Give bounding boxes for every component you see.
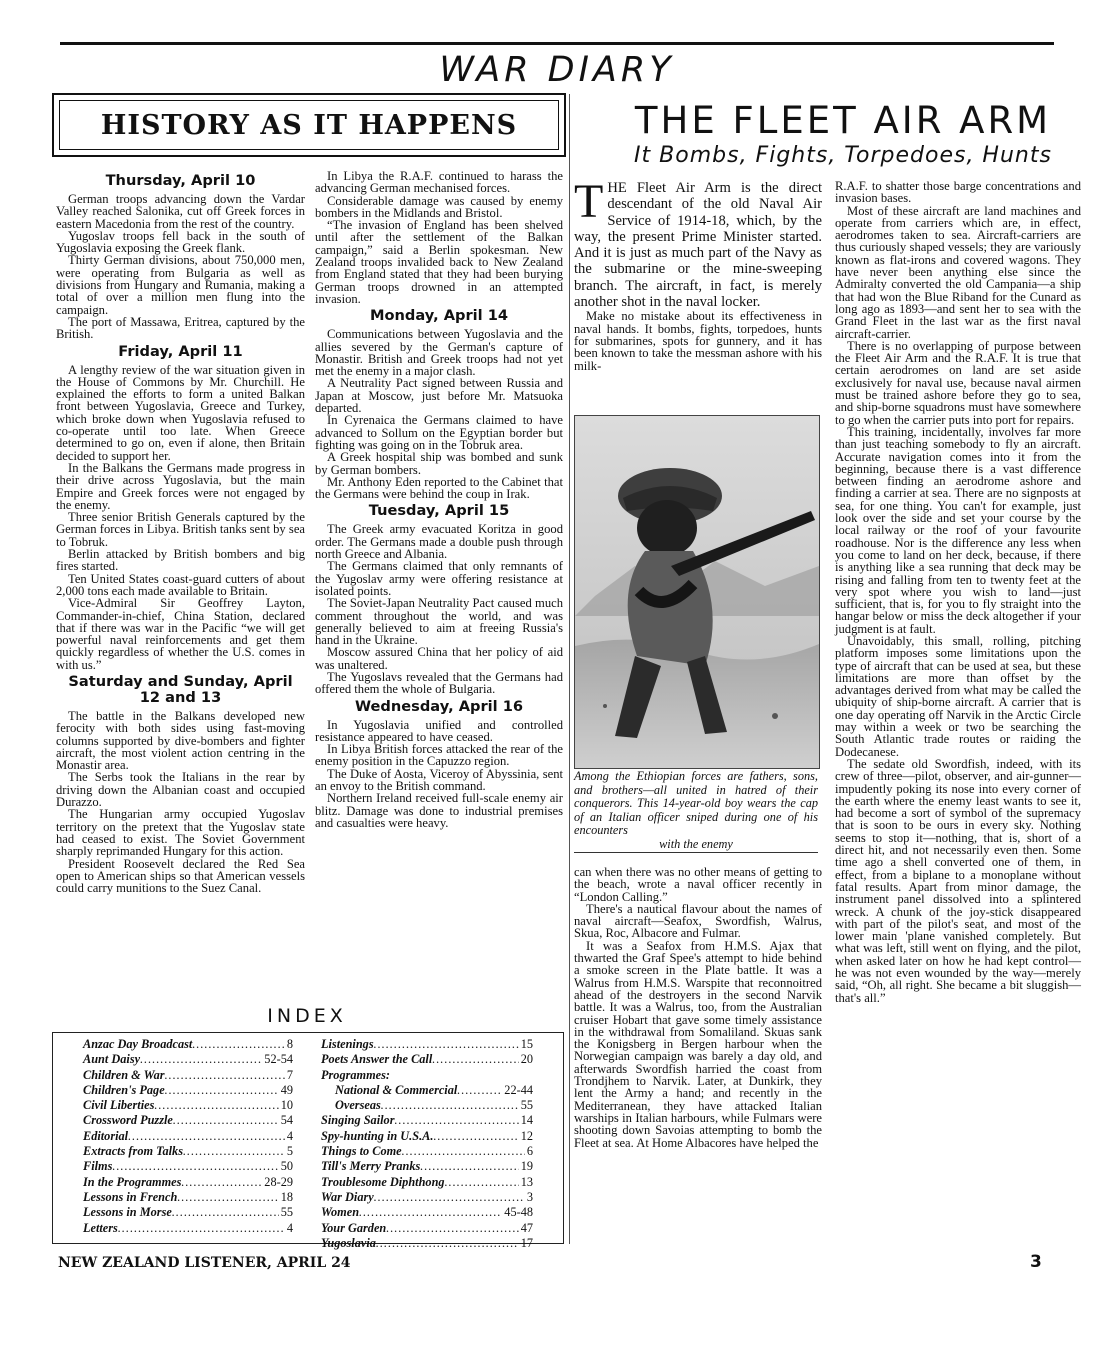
date-heading-monday: Monday, April 14 — [369, 307, 509, 325]
index-entry-name: Editorial — [83, 1128, 129, 1143]
index-entry — [321, 1236, 533, 1251]
caption-text: Among the Ethiopian forces are fathers, sons, and brothers—all united in hatred of their conquerors. This 14-year-old boy wears the cap of an Italian officer sniped during one of his encounters — [574, 769, 818, 838]
index-leader-dots — [183, 1144, 285, 1159]
news-item: Mr. Anthony Eden reported to the Cabinet that the Germans were behind the coup in Irak. — [315, 474, 563, 502]
news-item: Berlin attacked by British bombers and big fires started. — [56, 547, 305, 574]
index-entry — [83, 1052, 293, 1067]
index-entry-page: 7 — [286, 1067, 293, 1082]
news-item: Communications between Yugoslavia and the allies severed by the German's capture of Monastir. British and Greek troops had not yet met the enemy in a major clash. — [315, 327, 563, 379]
index-entry — [321, 1190, 533, 1205]
index-entry-page: 49 — [280, 1082, 293, 1097]
index-entry-name: Letters — [83, 1220, 118, 1235]
index-leader-dots — [165, 1068, 285, 1083]
index-leader-dots — [181, 1175, 262, 1190]
index-entry-page: 17 — [520, 1235, 533, 1250]
index-leader-dots — [128, 1129, 285, 1144]
news-item: In Cyrenaica the Germans claimed to have advanced to Sollum on the Egyptian border but fighting was going on in the Tobruk area. — [315, 413, 563, 452]
index-entry-page: 12 — [520, 1128, 533, 1143]
index-entry-name: Children & War — [83, 1067, 165, 1082]
index-leader-dots — [433, 1129, 518, 1144]
caption-text-end: with the enemy — [659, 836, 733, 851]
index-entry — [83, 1068, 293, 1083]
index-entry-page: 3 — [526, 1189, 533, 1204]
index-entry-name: Things to Come — [321, 1144, 402, 1159]
index-entry-page: 10 — [280, 1098, 293, 1113]
index-entry — [83, 1129, 293, 1144]
news-item: Northern Ireland received full-scale enemy air blitz. Damage was done to industrial premises and casualties were heavy. — [315, 791, 563, 830]
news-item: The Germans claimed that only remnants of the Yugoslav army were offering resistance at isolated points. — [315, 559, 563, 598]
index-entry-name: Anzac Day Broadcast — [83, 1037, 193, 1051]
index-entry — [321, 1083, 533, 1098]
index-entry-name: Singing Sailor — [321, 1113, 395, 1128]
news-item: Moscow assured China that her policy of aid was unaltered. — [315, 645, 563, 672]
index-leader-dots — [420, 1159, 518, 1174]
article-paragraph: The sedate old Swordfish, indeed, with its crew of three—pilot, observer, and air-gunner—impudently poking its nose into every corner of the earth where the enemy least wants to see it, had become a sort of symbol of the supremacy that is soon to be ours in every sky. Nothing seems to stop it—nothing, that is, short of a direct hit, and not necessarily even then. Some time ago a shell converted one of them, in effect, from a biplane to a monoplane without fatal results. Apart from minor damage, the instrument panel dissolved into a splintered wreck. A chunk of the joy-stick disappeared with part of the pilot's seat, and most of the lower main 'plane vanished completely. But what was left, still went on flying, and the pilot, when asked later on how he had kept control—he was not even wounded by the way—merely said, “Oh, all right. She became a bit sluggish—that's all.” — [835, 756, 1081, 1005]
index-entry-page: 4 — [286, 1220, 293, 1235]
index-column-left — [83, 1037, 293, 1236]
column-divider — [569, 94, 570, 1244]
index-entry-name: Films — [83, 1159, 113, 1174]
index-leader-dots — [432, 1052, 518, 1067]
lead-paragraph: THE Fleet Air Arm is the direct descendant of the old Naval Air Service of 1914-18, which, by the way, the present Prime Minister started. And it is just as much part of the Navy as the submarine or the mine-sweeping branch. The aircraft, in fact, is merely another shot in the naval locker. — [574, 175, 822, 311]
index-entry — [321, 1159, 533, 1174]
article-paragraph: This training, incidentally, involves far more than just teaching somebody to fly an aircraft. Accurate navigation comes into it from the beginning, because there is a vast difference between finding an aerodrome ashore and finding a carrier at sea. There are no signposts at sea, for one thing. You can't for example, just look over the side and set your course by the local railway or the roof of your favourite roadhouse. Nor is the difference any less when you come to land on her deck, because, if there is anything like a sea running that deck may be rising and falling from ten to twenty feet at the very spot where you wish to land—just sufficient, that is, for you to fly straight into the hangar below or miss the deck altogether if your judgment is at fault. — [835, 424, 1081, 636]
date-heading-thursday: Thursday, April 10 — [105, 172, 256, 189]
index-leader-dots — [177, 1190, 278, 1205]
index-entry-page: 8 — [286, 1037, 293, 1051]
index-box — [52, 1032, 564, 1250]
news-item: Ten United States coast-guard cutters of about 2,000 tons each made available to Britain. — [56, 571, 305, 598]
index-entry-page: 54 — [280, 1113, 293, 1128]
index-entry-name: Civil Liberties — [83, 1098, 155, 1113]
news-item: The Serbs took the Italians in the rear by driving down the Albanian coast and occupied Durazzo. — [56, 770, 305, 810]
index-entry-name: Programmes: — [321, 1067, 390, 1082]
index-leader-dots — [394, 1113, 518, 1128]
news-item: A Greek hospital ship was bombed and sunk by German bombers. — [315, 450, 563, 477]
index-entry-page: 55 — [280, 1205, 293, 1220]
index-leader-dots — [457, 1083, 502, 1098]
photo-image — [575, 416, 819, 768]
news-item: The Soviet-Japan Neutrality Pact caused much comment throughout the world, and was generally believed to aim at freeing Russia's hand in the Ukraine. — [315, 596, 563, 648]
index-entry-name: Listenings — [321, 1037, 374, 1051]
news-item: The Yugoslavs revealed that the Germans had offered them the whole of Bulgaria. — [315, 669, 563, 697]
index-entry-page: 45-48 — [504, 1205, 533, 1220]
index-entry-name: Women — [321, 1205, 360, 1220]
index-entry — [321, 1052, 533, 1067]
history-column-1 — [56, 170, 305, 894]
fleet-column-2 — [835, 180, 1081, 1004]
index-entry-page: 50 — [280, 1159, 293, 1174]
news-item: “The invasion of England has been shelved until after the settlement of the Balkan campaign,” said a Berlin spokesman. New Zealand troops invalided back to New Zealand from England stated that they had been burying German troops drowned in an attempted invasion. — [315, 218, 563, 306]
index-entry-page: 15 — [520, 1037, 533, 1051]
article-paragraph: There is no overlapping of purpose between the Fleet Air Arm and the R.A.F. It is true that certain aerodromes on land are set aside exclusively for naval use, because naval airmen must be trained ashore before they go to sea, and ship-borne squadrons must have somewhere to go when the carrier puts into port for repairs. — [835, 338, 1081, 427]
news-item: Considerable damage was caused by enemy bombers in the Midlands and Bristol. — [315, 193, 563, 220]
news-item: Yugoslav troops fell back in the south of Yugoslavia exposing the Greek flank. — [56, 228, 305, 256]
news-item: In the Balkans the Germans made progress in their drive across Yugoslavia, but the main Empire and Greek forces were not engaged by the enemy. — [56, 460, 305, 512]
date-heading-wednesday: Wednesday, April 16 — [354, 697, 524, 715]
index-entry-name: Extracts from Talks — [83, 1144, 183, 1159]
article-headline: THE FLEET AIR ARM — [634, 99, 1052, 142]
news-item: In Libya British forces attacked the rear of the enemy position in the Capuzzo region. — [315, 742, 563, 769]
article-paragraph: can when there was no other means of getting to the beach, wrote a naval officer recently in “London Calling.” — [574, 865, 822, 904]
index-leader-dots — [140, 1052, 262, 1067]
date-heading-tuesday: Tuesday, April 15 — [368, 502, 510, 520]
news-item: Thirty German divisions, about 750,000 men, were operating from Bulgaria as well as divisions from Hungary and Rumania, making a total of over a million men flung into the campaign. — [56, 253, 305, 317]
index-entry-name: Troublesome Diphthong — [321, 1174, 445, 1189]
index-entry-page: 20 — [520, 1052, 533, 1067]
index-entry-page: 47 — [520, 1220, 533, 1235]
news-item: The Duke of Aosta, Viceroy of Abyssinia, sent an envoy to the British command. — [315, 766, 563, 794]
index-entry-name: Aunt Daisy — [83, 1052, 141, 1067]
index-entry-page: 14 — [520, 1113, 533, 1128]
index-entry — [321, 1037, 533, 1052]
news-item: Vice-Admiral Sir Geoffrey Layton, Commander-in-chief, China Station, declared that if there was war in the Pacific “we will get powerful naval reinforcements and get them quickly regardless of whether the U.S. comes in with us.” — [56, 596, 305, 672]
index-entry-page: 18 — [280, 1189, 293, 1204]
index-leader-dots — [173, 1113, 279, 1128]
index-entry-name: National & Commercial — [335, 1082, 458, 1097]
article-paragraph: Make no mistake about its effectiveness in naval hands. It bombs, fights, torpedoes, hunts for submarines, spots for gunnery, and it has been known to take the messman ashore with his milk- — [574, 309, 822, 373]
section-title: WAR DIARY — [439, 50, 675, 90]
index-entry-name: Your Garden — [321, 1220, 387, 1235]
index-entry-page: 28-29 — [264, 1174, 293, 1189]
news-item: A Neutrality Pact signed between Russia and Japan at Moscow, just before Mr. Matsuoka departed. — [315, 376, 563, 416]
news-item: President Roosevelt declared the Red Sea open to American ships so that American vessels could carry munitions to the Suez Canal. — [56, 856, 305, 896]
news-item: German troops advancing down the Vardar Valley reached Salonika, cut off Greek forces in eastern Macedonia from the rest of the country. — [56, 192, 305, 231]
index-entry — [83, 1159, 293, 1174]
index-entry-name: Till's Merry Pranks — [321, 1159, 421, 1174]
news-item: A lengthy review of the war situation given in the House of Commons by Mr. Churchill. He explained the efforts to form a united Balkan front between Yugoslavia, Greece and Turkey, which broke down when Yugoslavia refused to co-operate until too late. When Greece determined to go on, even if alone, then Britain decided to support her. — [56, 362, 305, 463]
index-entry — [321, 1098, 533, 1113]
news-item: In Yugoslavia unified and controlled resistance appeared to have ceased. — [315, 717, 563, 744]
index-entry — [321, 1205, 533, 1220]
news-item: In Libya the R.A.F. continued to harass the advancing German mechanised forces. — [315, 169, 563, 196]
index-leader-dots — [172, 1205, 279, 1220]
caption-rule — [574, 852, 818, 853]
top-rule — [60, 42, 1054, 45]
article-subheadline: It Bombs, Fights, Torpedoes, Hunts — [634, 143, 1052, 168]
index-entry-page: 13 — [520, 1174, 533, 1189]
index-entry-page: 5 — [286, 1144, 293, 1159]
index-leader-dots — [402, 1144, 525, 1159]
index-leader-dots — [374, 1190, 525, 1205]
index-entry — [321, 1175, 533, 1190]
index-title: INDEX — [267, 1005, 347, 1027]
news-item: The battle in the Balkans developed new ferocity with both sides using fast-moving columns supported by dive-bombers and fighter aircraft, the most violent action centring in the Monastir area. — [56, 708, 305, 773]
index-entry-page: 19 — [520, 1159, 533, 1174]
index-entry — [83, 1190, 293, 1205]
index-entry — [83, 1175, 293, 1190]
fleet-column-1-bottom — [574, 866, 822, 1149]
index-entry-name: Yugoslavia — [321, 1235, 376, 1250]
date-heading-weekend: Saturday and Sunday, April 12 and 13 — [68, 672, 293, 706]
date-heading-friday: Friday, April 11 — [118, 342, 243, 360]
news-item: The port of Massawa, Eritrea, captured by the British. — [56, 314, 305, 342]
article-paragraph: Unavoidably, this small, rolling, pitching platform imposes some limitations upon the type of aircraft that can be used at sea, but these limitations are more than offset by the advantages derived from what may be called the ubiquity of ship-borne aircraft. A carrier that is one day operating off Narvik in the Arctic Circle may within a week or two be searching the South Atlantic trade routes or raiding the Dodecanese. — [835, 633, 1081, 759]
index-entry — [83, 1113, 293, 1128]
index-entry-page: 52-54 — [264, 1052, 293, 1067]
article-paragraph: R.A.F. to shatter those barge concentrations and invasion bases. — [835, 179, 1081, 206]
index-entry — [321, 1144, 533, 1159]
index-leader-dots — [445, 1175, 519, 1190]
index-leader-dots — [359, 1205, 502, 1220]
index-entry — [321, 1221, 533, 1236]
index-entry-name: Spy-hunting in U.S.A. — [321, 1128, 434, 1143]
index-entry-name: Overseas — [335, 1098, 381, 1113]
fleet-column-1-top — [574, 175, 822, 373]
index-entry — [321, 1068, 533, 1083]
index-entry — [83, 1144, 293, 1159]
history-column-2 — [315, 170, 563, 829]
index-leader-dots — [192, 1037, 285, 1052]
index-entry — [83, 1205, 293, 1220]
index-column-right — [321, 1037, 533, 1251]
drop-cap: T — [574, 175, 604, 228]
index-leader-dots — [165, 1083, 279, 1098]
index-entry-page: 6 — [526, 1144, 533, 1159]
article-paragraph: It was a Seafox from H.M.S. Ajax that thwarted the Graf Spee's attempt to hide behind a smoke screen in the Plate battle. It was a Walrus from H.M.S. Warspite that reconnoitred ahead of the destroyers in the second Narvik battle. It was a Walrus, too, from the Australian cruiser Hobart that gave some timely assistance in the withdrawal from Somaliland. Skuas sank the Konigsberg in Bergen harbour when the Norwegian campaign was barely a day old, and afterwards Swordfish harried the coast from Trondjhem to Narvik. Later, at Dunkirk, they lent the Army a hand; and recently in the Mediterranean, they have attacked Italian warships in Italian harbours, while Fulmars were shooting down Savoias attempting to bomb the Fleet at sea. At Home Albacores have helped the — [574, 938, 822, 1150]
index-entry-name: Lessons in Morse — [83, 1205, 172, 1220]
index-entry-name: In the Programmes — [83, 1174, 182, 1189]
history-headline-box — [52, 93, 566, 157]
index-entry-page: 55 — [520, 1098, 533, 1113]
index-entry — [83, 1037, 293, 1052]
index-leader-dots — [381, 1098, 519, 1113]
index-entry — [321, 1129, 533, 1144]
index-entry-name: Lessons in French — [83, 1189, 178, 1204]
index-leader-dots — [374, 1037, 519, 1052]
index-entry-name: War Diary — [321, 1189, 374, 1204]
index-entry-name: Poets Answer the Call — [321, 1052, 433, 1067]
article-paragraph: Most of these aircraft are land machines and operate from carriers which are, in effect, aerodromes taken to sea. Aircraft-carriers are thus curiously shaped vessels; they are variously known as flat-irons and covered wagons. They have never been anything else since the Admiralty converted the old Campania—a ship that had won the Blue Riband for the Cunard as long ago as 1893—and sent her to sea with the Grand Fleet in the last war as the first naval aircraft-carrier. — [835, 203, 1081, 341]
footer-publication: NEW ZEALAND LISTENER, APRIL 24 — [58, 1255, 351, 1271]
article-paragraph: There's a nautical flavour about the names of naval aircraft—Seafox, Swordfish, Walrus, Skua, Roc, Albacore and Fulmar. — [574, 901, 822, 941]
news-item: The Greek army evacuated Koritza in good order. The Germans made a double push through north Greece and Albania. — [315, 522, 563, 562]
index-entry-name: Children's Page — [83, 1082, 165, 1097]
index-entry — [321, 1113, 533, 1128]
index-leader-dots — [376, 1236, 519, 1251]
index-leader-dots — [112, 1159, 278, 1174]
ethiopian-boy-photo — [574, 415, 820, 769]
index-entry — [83, 1221, 293, 1236]
index-leader-dots — [154, 1098, 278, 1113]
news-item: Three senior British Generals captured by the German forces in Libya. British tanks sent by sea to Tobruk. — [56, 510, 305, 549]
index-entry-name: Crossword Puzzle — [83, 1113, 173, 1128]
index-entry-page: 22-44 — [504, 1082, 533, 1097]
index-leader-dots — [118, 1221, 285, 1236]
page-number: 3 — [1030, 1252, 1042, 1272]
photo-caption — [574, 770, 818, 852]
index-entry — [83, 1083, 293, 1098]
news-item: The Hungarian army occupied Yugoslav territory on the pretext that the Yugoslav state had ceased to exist. The Soviet Government sharply reprimanded Hungary for this action. — [56, 807, 305, 859]
history-headline: HISTORY AS IT HAPPENS — [100, 109, 518, 141]
index-entry — [83, 1098, 293, 1113]
index-entry-page: 4 — [286, 1128, 293, 1143]
index-leader-dots — [386, 1221, 518, 1236]
